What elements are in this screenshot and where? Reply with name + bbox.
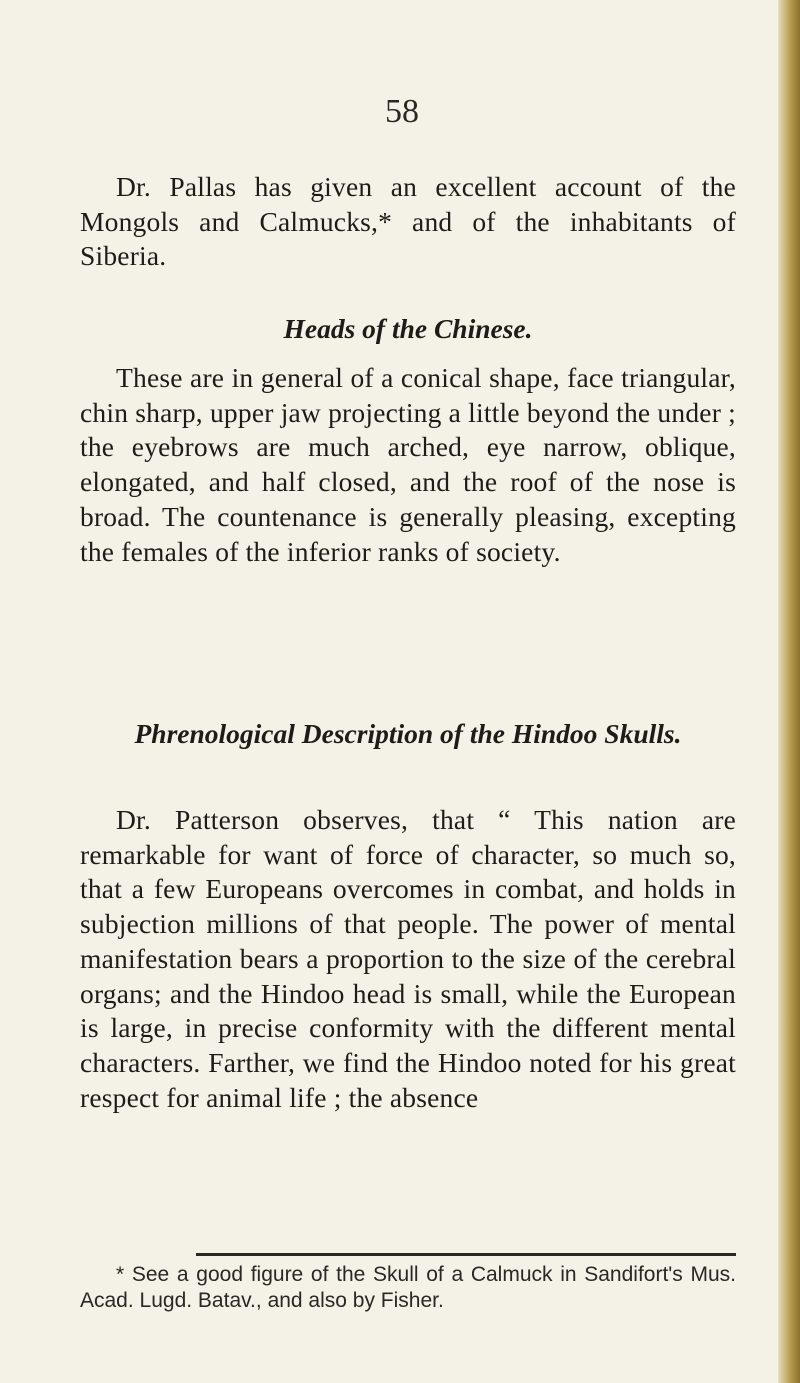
section-heading-hindoo: Phrenological Description of the Hindoo Skulls. — [134, 718, 682, 749]
page-number: 58 — [385, 93, 419, 130]
paragraph-text: Dr. Patterson observes, that “ This nation are remarkable for want of force of character, so much so, that a few Europeans overcomes in combat, and holds in subjection millions of that people. The power of mental manifestation bears a proportion to the size of the cerebral organs; and the Hindoo head is small, while the European is large, in precise conformity with the different mental characters. Farther, we find the Hindoo noted for his great respect for animal life ; the absence — [80, 804, 736, 1113]
page-edge — [778, 0, 800, 1383]
footnote-divider — [196, 1253, 736, 1256]
section-heading-chinese: Heads of the Chinese. — [283, 313, 533, 344]
paragraph-patterson — [80, 803, 736, 1115]
paragraph-text: These are in general of a conical shape, face triangular, chin sharp, upper jaw projecting a little beyond the under ; the eyebrows are much arched, eye narrow, oblique, elongated, and half closed, and the roof of the nose is broad. The countenance is generally pleasing, excepting the females of the inferior ranks of society. — [80, 362, 736, 567]
footnote — [80, 1262, 736, 1314]
footnote-text: * See a good figure of the Skull of a Calmuck in Sandifort's Mus. Acad. Lugd. Batav., and also by Fisher. — [80, 1263, 736, 1312]
paragraph-pallas — [80, 170, 736, 274]
paragraph-text: Dr. Pallas has given an excellent account of the Mongols and Calmucks,* and of the inhabitants of Siberia. — [80, 171, 736, 272]
paragraph-chinese-heads — [80, 361, 736, 569]
